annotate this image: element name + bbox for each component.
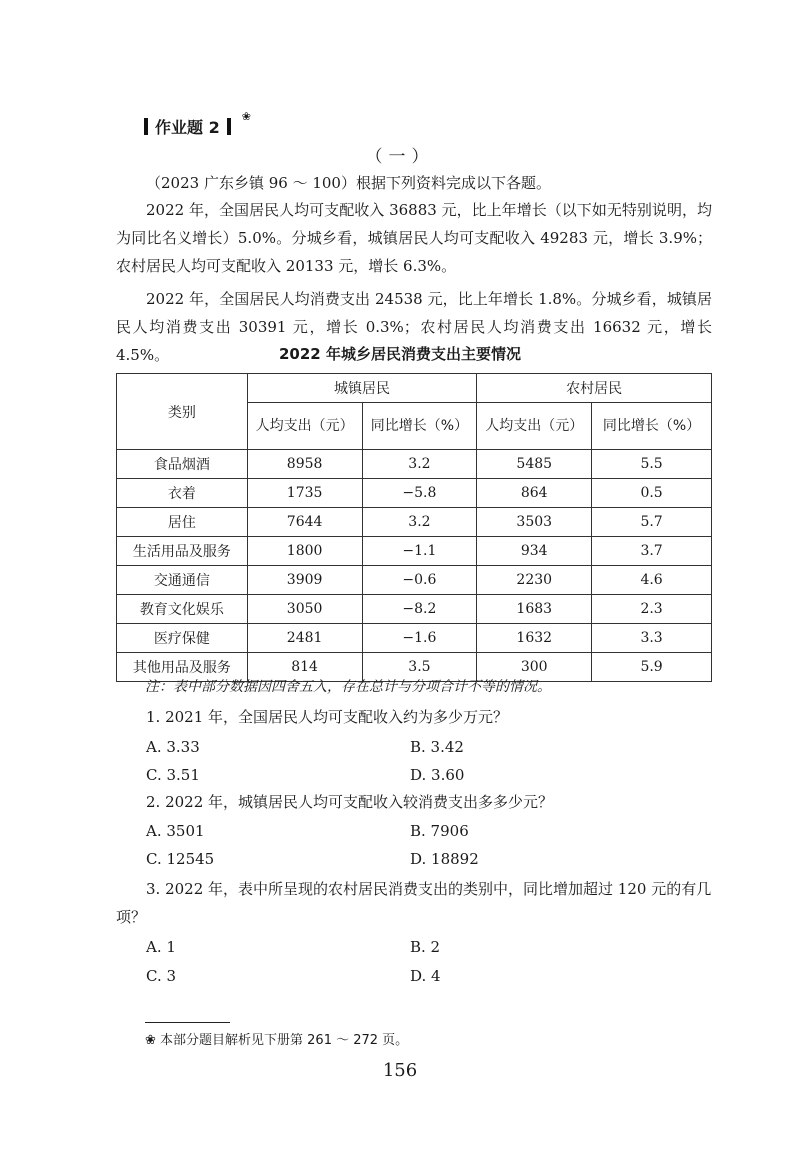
table-note: 注：表中部分数据因四舍五入，存在总计与分项合计不等的情况。 <box>145 679 551 695</box>
urban-spend-cell: 3909 <box>247 566 362 595</box>
urban-spend-cell: 2481 <box>247 624 362 653</box>
q2-option-a[interactable]: A. 3501 <box>146 822 205 840</box>
q1-option-d[interactable]: D. 3.60 <box>410 766 465 784</box>
rural-header: 农村居民 <box>477 374 712 403</box>
section-heading <box>144 110 251 138</box>
urban-growth-cell: −1.1 <box>362 537 477 566</box>
row-category-cell: 医疗保健 <box>117 624 248 653</box>
q1-option-c[interactable]: C. 3.51 <box>146 766 200 784</box>
question-stem: 3. 2022 年，表中所呈现的农村居民消费支出的类别中，同比增加超过 120 元的有几项？ <box>116 880 712 926</box>
row-category-cell: 教育文化娱乐 <box>117 595 248 624</box>
rural-growth-cell: 2.3 <box>592 595 712 624</box>
rural-growth-header: 同比增长（%） <box>592 403 712 450</box>
table-body <box>117 450 712 682</box>
category-header: 类别 <box>117 374 248 450</box>
question-stem: 2. 2022 年，城镇居民人均可支配收入较消费支出多多少元？ <box>146 793 554 811</box>
question-stem: 1. 2021 年，全国居民人均可支配收入约为多少万元？ <box>146 708 509 726</box>
rural-growth-cell: 5.9 <box>592 653 712 682</box>
table-row <box>117 508 712 537</box>
q3-option-b[interactable]: B. 2 <box>410 938 441 956</box>
urban-growth-cell: 3.2 <box>362 450 477 479</box>
q3-option-a[interactable]: A. 1 <box>146 938 176 956</box>
rural-growth-cell: 0.5 <box>592 479 712 508</box>
table-row <box>117 450 712 479</box>
urban-spend-cell: 3050 <box>247 595 362 624</box>
question-1 <box>116 703 712 731</box>
urban-spend-cell: 814 <box>247 653 362 682</box>
row-category-cell: 交通通信 <box>117 566 248 595</box>
table-row <box>117 537 712 566</box>
table-row <box>117 595 712 624</box>
income-paragraph: 2022 年，全国居民人均可支配收入 36883 元，比上年增长（以下如无特别说明，均为同比名义增长）5.0%。分城乡看，城镇居民人均可支配收入 49283 元，增长 3.9%；农村居民人均可支配收入 20133 元，增长 6.3%。 <box>116 201 712 275</box>
row-category-cell: 食品烟酒 <box>117 450 248 479</box>
consumption-table <box>116 373 712 682</box>
rural-spend-cell: 864 <box>477 479 592 508</box>
rural-growth-cell: 3.3 <box>592 624 712 653</box>
row-category-cell: 衣着 <box>117 479 248 508</box>
urban-spend-cell: 8958 <box>247 450 362 479</box>
rural-spend-cell: 934 <box>477 537 592 566</box>
footnote: ❀ 本部分题目解析见下册第 261 ～ 272 页。 <box>145 1033 409 1048</box>
left-bar-mark <box>144 118 148 135</box>
rural-spend-cell: 2230 <box>477 566 592 595</box>
rural-spend-cell: 5485 <box>477 450 592 479</box>
urban-growth-cell: −1.6 <box>362 624 477 653</box>
expense-paragraph: 2022 年，全国居民人均消费支出 24538 元，比上年增长 1.8%。分城乡看，城镇居民人均消费支出 30391 元，增长 0.3%；农村居民人均消费支出 16632 元，增长 4.5%。 <box>116 290 712 364</box>
rural-growth-cell: 5.7 <box>592 508 712 537</box>
section-title: 作业题 2 <box>155 118 220 137</box>
part-title: （一） <box>365 147 435 167</box>
table-title: 2022 年城乡居民消费支出主要情况 <box>279 345 521 363</box>
urban-spend-cell: 1800 <box>247 537 362 566</box>
urban-header: 城镇居民 <box>247 374 477 403</box>
q1-option-a[interactable]: A. 3.33 <box>146 738 200 756</box>
source-line: （2023 广东乡镇 96 ～ 100）根据下列资料完成以下各题。 <box>146 174 551 192</box>
urban-growth-cell: −8.2 <box>362 595 477 624</box>
q2-option-c[interactable]: C. 12545 <box>146 850 215 868</box>
rural-growth-cell: 3.7 <box>592 537 712 566</box>
urban-spend-cell: 1735 <box>247 479 362 508</box>
rural-spend-header: 人均支出（元） <box>477 403 592 450</box>
q3-option-c[interactable]: C. 3 <box>146 967 177 985</box>
q2-option-d[interactable]: D. 18892 <box>410 850 479 868</box>
table-row <box>117 566 712 595</box>
question-3 <box>116 875 712 931</box>
row-category-cell: 居住 <box>117 508 248 537</box>
row-category-cell: 生活用品及服务 <box>117 537 248 566</box>
question-2 <box>116 788 712 816</box>
table-row <box>117 479 712 508</box>
table-row <box>117 624 712 653</box>
right-bar-mark <box>227 118 231 135</box>
urban-spend-header: 人均支出（元） <box>247 403 362 450</box>
rural-spend-cell: 3503 <box>477 508 592 537</box>
rural-spend-cell: 1683 <box>477 595 592 624</box>
urban-growth-cell: 3.2 <box>362 508 477 537</box>
rural-spend-cell: 300 <box>477 653 592 682</box>
urban-growth-header: 同比增长（%） <box>362 403 477 450</box>
q3-option-d[interactable]: D. 4 <box>410 967 441 985</box>
urban-growth-cell: 3.5 <box>362 653 477 682</box>
q2-option-b[interactable]: B. 7906 <box>410 822 469 840</box>
urban-growth-cell: −0.6 <box>362 566 477 595</box>
urban-spend-cell: 7644 <box>247 508 362 537</box>
q1-option-b[interactable]: B. 3.42 <box>410 738 464 756</box>
flower-note-icon: ❀ <box>241 110 251 123</box>
rural-growth-cell: 5.5 <box>592 450 712 479</box>
row-category-cell: 其他用品及服务 <box>117 653 248 682</box>
urban-growth-cell: −5.8 <box>362 479 477 508</box>
page-number: 156 <box>382 1060 418 1081</box>
rural-growth-cell: 4.6 <box>592 566 712 595</box>
footnote-divider <box>145 1022 230 1023</box>
rural-spend-cell: 1632 <box>477 624 592 653</box>
